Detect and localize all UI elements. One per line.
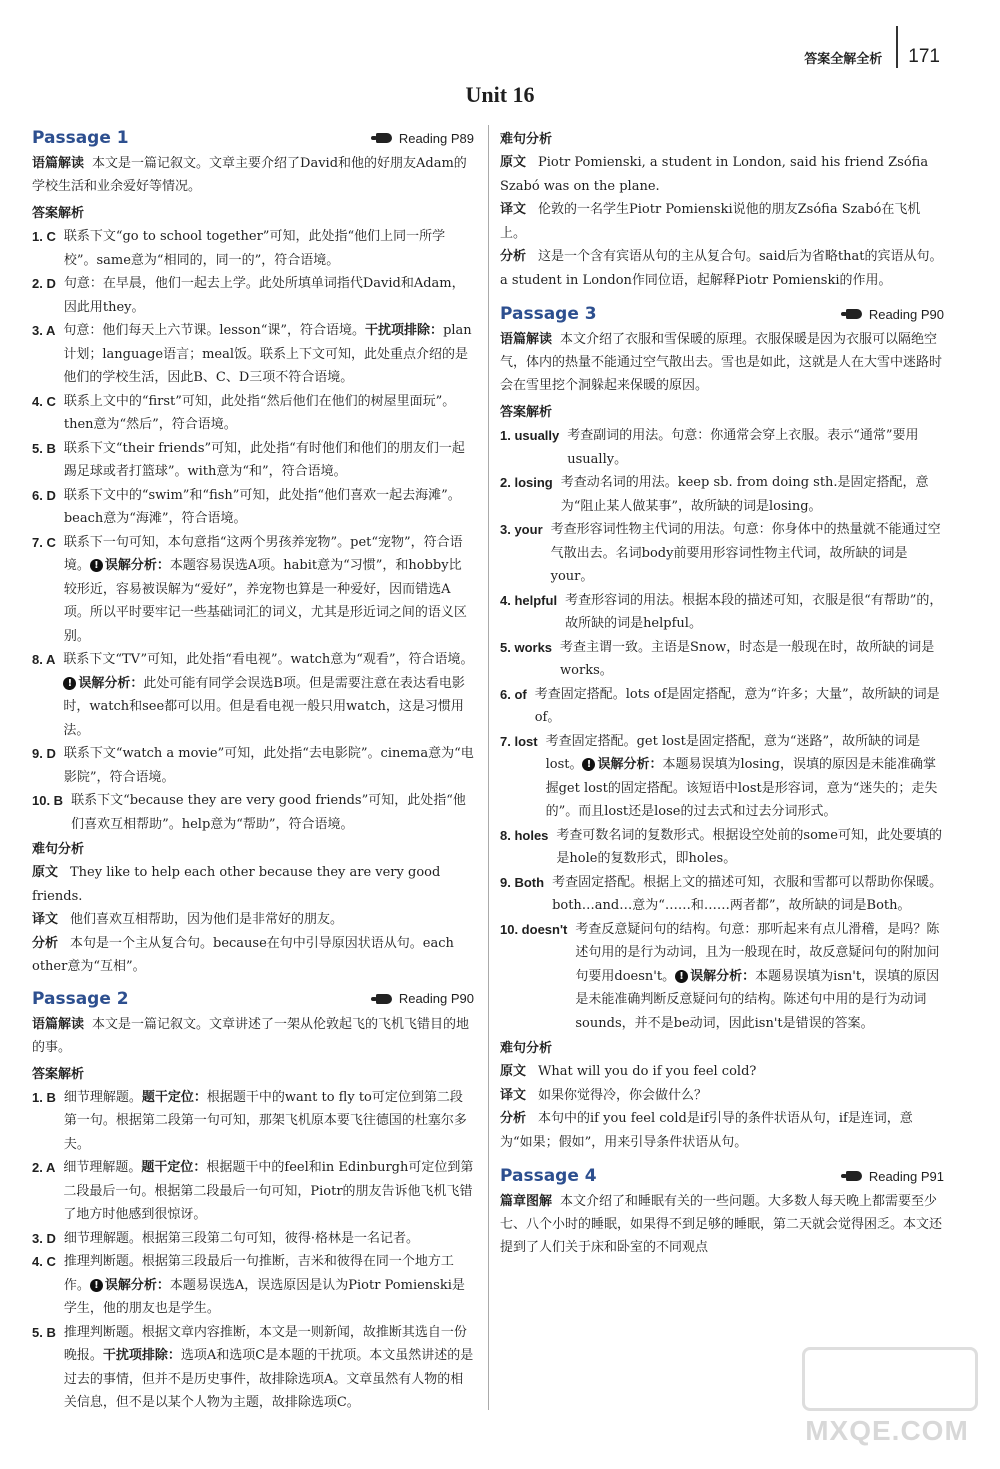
- hard-sentence-heading: 难句分析: [32, 842, 85, 857]
- answer-item: 10. B 联系下文“because they are very good friends”可知，此处指“他们喜欢互相帮助”。help意为“帮助”，符合语境。: [32, 793, 466, 832]
- answer-item: 8. holes 考查可数名词的复数形式。根据设空处前的some可知，此处要填的是hole的复数形式，即holes。: [500, 827, 942, 866]
- reading-ref: Reading P90: [376, 991, 474, 1006]
- watermark-icon: [802, 1347, 978, 1411]
- reading-ref: Reading P90: [846, 307, 944, 322]
- answers-heading: 答案解析: [32, 1066, 85, 1082]
- column-divider: [488, 125, 489, 1410]
- pointing-hand-icon: [376, 133, 392, 143]
- page-header: [804, 36, 940, 78]
- answer-item: 7. lost 考查固定搭配。get lost是固定搭配，意为“迷路”，故所缺的词是lost。! 误解分析：本题易误填为losing，误填的原因是未能准确掌握get lost的固定搭配。该短语中lost是形容词，意为“迷失的；走失的”。而且lost还是lose的过去式和过去分词形式。: [500, 730, 944, 824]
- pointing-hand-icon: [376, 994, 392, 1004]
- answer-list: [32, 1086, 474, 1415]
- answer-item: 5. B 推理判断题。根据文章内容推断，本文是一则新闻，故推断其选自一份晚报。干扰项排除：选项A和选项C是本题的干扰项。本文虽然讲述的是过去的事情，但并不是历史事件，故排除选项A。文章虽然有人物的相关信息，但不是以某个人物为主题，故排除选项C。: [32, 1324, 474, 1410]
- watermark-text: MXQE.COM: [805, 1415, 969, 1446]
- answer-item: 1. usually 考查副词的用法。句意：你通常会穿上衣服。表示“通常”要用usually。: [500, 428, 919, 467]
- answer-item: 2. losing 考查动名词的用法。keep sb. from doing sth.是固定搭配，意为“阻止某人做某事”，故所缺的词是losing。: [500, 475, 929, 514]
- passage-intro: 语篇解读 本文是一篇记叙文。文章主要介绍了David和他的好朋友Adam的学校生活和业余爱好等情况。: [32, 156, 467, 194]
- hard-sentence-heading: 难句分析: [500, 132, 553, 147]
- passage-intro: 语篇解读 本文是一篇记叙文。文章讲述了一架从伦敦起飞的飞机飞错目的地的事。: [32, 1016, 470, 1055]
- answer-item: 4. C 推理判断题。根据第三段最后一句推断，吉米和彼得在同一个地方工作。! 误解分析：本题易误选A，误选原因是认为Piotr Pomienski是学生，他的朋友也是学生。: [32, 1250, 474, 1321]
- passage-4-header: [500, 1166, 944, 1186]
- reading-ref: Reading P91: [846, 1169, 944, 1184]
- answer-item: 6. of 考查固定搭配。lots of是固定搭配，意为“许多；大量”，故所缺的词是of。: [500, 686, 940, 725]
- passage-title: Passage 4: [500, 1166, 597, 1186]
- passage-title: Passage 3: [500, 304, 597, 324]
- answer-list: [500, 424, 944, 1035]
- answer-item: 4. helpful 考查形容词的用法。根据本段的描述可知，衣服是很“有帮助”的，故所缺的词是helpful。: [500, 592, 943, 631]
- analysis-line: 译文 他们喜欢互相帮助，因为他们是非常好的朋友。: [32, 912, 344, 927]
- right-column: [500, 126, 944, 1264]
- reading-ref: Reading P89: [376, 131, 474, 146]
- answer-item: 10. doesn't 考查反意疑问句的结构。句意：那听起来有点儿滑稽，是吗？陈述句用的是行为动词，且为一般现在时，故反意疑问句的附加问句要用doesn't。! 误解分析：本题易误填为isn't，误填的原因是未能准确判断反意疑问句的结构。陈述句中用的是行为动词sounds，并不是be动词，因此isn't是错误的答案。: [500, 918, 944, 1036]
- passage-2: [32, 989, 474, 1415]
- page-number: 171: [908, 46, 940, 67]
- analysis-line: 分析 本句中的if you feel cold是if引导的条件状语从句，if是连词，意为“如果；假如”，用来引导条件状语从句。: [500, 1111, 913, 1150]
- answer-item: 8. A 联系下文“TV”可知，此处指“看电视”。watch意为“观看”，符合语境。! 误解分析：此处可能有同学会误选B项。但是需要注意在表达看电影时，watch和see都可以用。但是看电视一般只用watch，这是习惯用法。: [32, 648, 474, 742]
- answer-item: 6. D 联系下文中的“swim”和“fish”可知，此处指“他们喜欢一起去海滩”。beach意为“海滩”，符合语境。: [32, 487, 461, 526]
- warning-icon: ! 误解分析：: [582, 757, 662, 772]
- answer-item: 3. A 句意：他们每天上六节课。lesson“课”，符合语境。干扰项排除：plan计划；language语言；meal饭。联系上下文可知，此处重点介绍的是他们的学校生活，因此B、C、D三项不符合语境。: [32, 323, 472, 385]
- watermark-logo: [802, 1347, 972, 1447]
- left-column: [32, 126, 474, 1415]
- passage-3: [500, 304, 944, 1154]
- analysis-line: 原文 What will you do if you feel cold?: [500, 1064, 757, 1079]
- passage-intro: 篇章图解 本文介绍了和睡眠有关的一些问题。大多数人每天晚上都需要至少七、八个小时的睡眠，如果得不到足够的睡眠，第二天就会觉得困乏。本文还提到了人们关于床和卧室的不同观点: [500, 1194, 943, 1255]
- warning-icon: ! 误解分析：: [90, 1278, 170, 1293]
- answer-item: 1. C 联系下文“go to school together”可知，此处指“他们上同一所学校”。same意为“相同的，同一的”，符合语境。: [32, 229, 446, 268]
- answer-item: 2. A 细节理解题。题干定位：根据题干中的feel和in Edinburgh可定位到第二段最后一句。根据第二段最后一句可知，Piotr的朋友告诉他飞机飞错了地方时他感到很惊讶。: [32, 1160, 474, 1222]
- passage-2-header: [32, 989, 474, 1009]
- passage-2-continued: [500, 129, 944, 292]
- answer-item: 7. C 联系下一句可知，本句意指“这两个男孩养宠物”。pet“宠物”，符合语境。! 误解分析：本题容易误选A项。habit意为“习惯”，和hobby比较形近，容易被误解为“爱好”，养宠物也算是一种爱好，因而错选A项。所以平时要牢记一些基础词汇的词义，尤其是形近词之间的语义区别。: [32, 531, 474, 649]
- passage-title: Passage 1: [32, 128, 129, 148]
- pointing-hand-icon: [846, 1171, 862, 1181]
- hard-sentence-heading: 难句分析: [500, 1041, 553, 1056]
- header-divider: [896, 26, 898, 68]
- unit-title: Unit 16: [465, 82, 535, 107]
- answer-item: 9. Both 考查固定搭配。根据上文的描述可知，衣服和雪都可以帮助你保暖。both…and…意为“……和……两者都”，故所缺的词是Both。: [500, 874, 943, 913]
- passage-4: [500, 1166, 944, 1259]
- answer-item: 9. D 联系下文“watch a movie”可知，此处指“去电影院”。cinema意为“电影院”，符合语境。: [32, 746, 474, 785]
- answer-list: [32, 225, 474, 836]
- passage-1: [32, 128, 474, 979]
- passage-intro: 语篇解读 本文介绍了衣服和雪保暖的原理。衣服保暖是因为衣服可以隔绝空气，体内的热量不能通过空气散出去。雪也是如此，这就是人在大雪中迷路时会在雪里挖个洞躲起来保暖的原因。: [500, 332, 943, 393]
- warning-icon: ! 误解分析：: [675, 969, 755, 984]
- answer-item: 3. D 细节理解题。根据第三段第二句可知，彼得·格林是一名记者。: [32, 1230, 419, 1246]
- warning-icon: ! 误解分析：: [63, 676, 143, 691]
- analysis-line: 分析 本句是一个主从复合句。because在句中引导原因状语从句。each other意为“互相”。: [32, 935, 454, 974]
- answers-heading: 答案解析: [32, 206, 85, 221]
- answer-item: 5. B 联系下文“their friends”可知，此处指“有时他们和他们的朋友们一起踢足球或者打篮球”。with意为“和”，符合语境。: [32, 440, 465, 479]
- analysis-line: 译文 如果你觉得冷，你会做什么？: [500, 1087, 708, 1103]
- answer-item: 3. your 考查形容词性物主代词的用法。句意：你身体中的热量就不能通过空气散出去。名词body前要用形容词性物主代词，故所缺的词是your。: [500, 522, 941, 584]
- pointing-hand-icon: [846, 309, 862, 319]
- passage-title: Passage 2: [32, 988, 129, 1009]
- answer-item: 4. C 联系上文中的“first”可知，此处指“然后他们在他们的树屋里面玩”。then意为“然后”，符合语境。: [32, 393, 456, 432]
- answer-item: 5. works 考查主谓一致。主语是Snow，时态是一般现在时，故所缺的词是works。: [500, 639, 935, 678]
- running-head: 答案全解全析: [804, 51, 883, 67]
- analysis-line: 原文 They like to help each other because they are very good friends.: [32, 865, 441, 904]
- answers-heading: 答案解析: [500, 405, 553, 420]
- passage-3-header: [500, 304, 944, 324]
- passage-1-header: [32, 128, 474, 148]
- analysis-line: 分析 这是一个含有宾语从句的主从复合句。said后为省略that的宾语从句。a student in London作同位语，起解释Piotr Pomienski的作用。: [500, 249, 943, 288]
- warning-icon: ! 误解分析：: [90, 558, 170, 573]
- analysis-line: 原文 Piotr Pomienski, a student in London, said his friend Zsófia Szabó was on the plane.: [500, 155, 929, 194]
- answer-item: 2. D 句意：在早晨，他们一起去上学。此处所填单词指代David和Adam，因此用they。: [32, 276, 465, 315]
- answer-item: 1. B 细节理解题。题干定位：根据题干中的want to fly to可定位到第二段第一句。根据第二段第一句可知，那架飞机原本要飞往德国的杜塞尔多夫。: [32, 1089, 467, 1152]
- analysis-line: 译文 伦敦的一名学生Piotr Pomienski说他的朋友Zsófia Szabó在飞机上。: [500, 202, 921, 241]
